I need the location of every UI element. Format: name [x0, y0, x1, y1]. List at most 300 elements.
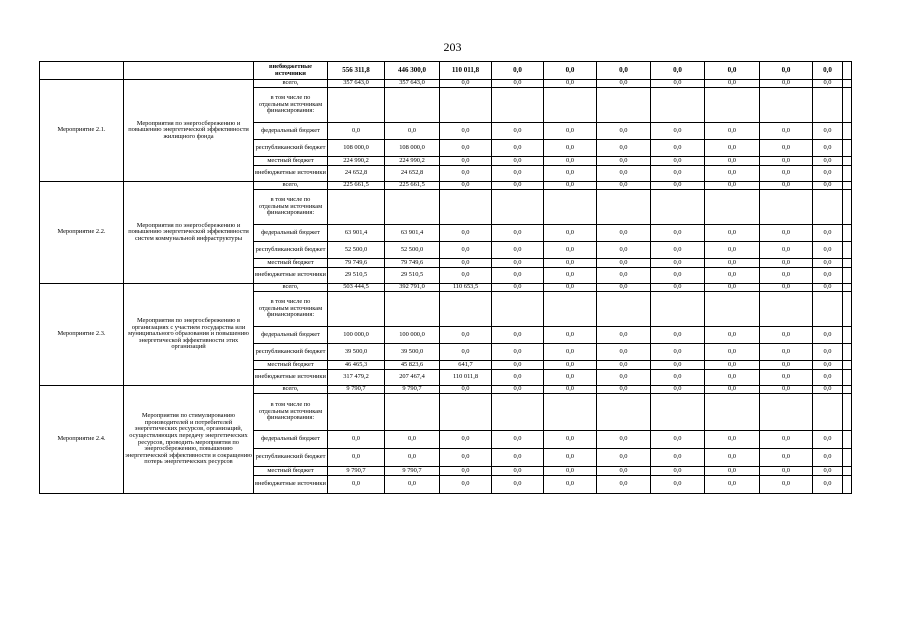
value-cell: 0,0 — [651, 431, 705, 449]
source-cell: внебюджетные источники — [254, 268, 328, 284]
value-cell: 0,0 — [544, 259, 597, 268]
value-cell — [440, 394, 492, 431]
value-cell: 0,0 — [651, 344, 705, 361]
empty-cell — [124, 62, 254, 80]
value-cell: 0,0 — [760, 370, 813, 386]
value-cell: 0,0 — [813, 431, 843, 449]
value-cell: 0,0 — [544, 476, 597, 494]
source-cell: республиканский бюджет — [254, 344, 328, 361]
empty-cell — [843, 80, 852, 88]
measure-name: Мероприятие 2.4. — [40, 386, 124, 494]
value-cell: 9 790,7 — [385, 386, 440, 394]
value-cell: 556 311,8 — [328, 62, 385, 80]
value-cell: 0,0 — [328, 431, 385, 449]
empty-cell — [843, 449, 852, 467]
value-cell — [544, 88, 597, 123]
value-cell: 0,0 — [813, 386, 843, 394]
value-cell — [492, 88, 544, 123]
empty-cell — [843, 242, 852, 259]
value-cell: 0,0 — [544, 284, 597, 292]
value-cell: 0,0 — [440, 242, 492, 259]
value-cell — [705, 292, 760, 327]
value-cell: 0,0 — [813, 344, 843, 361]
value-cell: 0,0 — [705, 80, 760, 88]
value-cell — [705, 88, 760, 123]
value-cell: 0,0 — [597, 123, 651, 140]
value-cell: 0,0 — [760, 386, 813, 394]
value-cell: 0,0 — [544, 225, 597, 242]
value-cell — [705, 190, 760, 225]
value-cell — [760, 292, 813, 327]
value-cell: 0,0 — [651, 361, 705, 370]
value-cell: 0,0 — [440, 166, 492, 182]
value-cell: 0,0 — [705, 242, 760, 259]
source-cell: местный бюджет — [254, 467, 328, 476]
empty-cell — [843, 344, 852, 361]
value-cell: 0,0 — [597, 242, 651, 259]
value-cell: 224 990,2 — [328, 157, 385, 166]
value-cell: 0,0 — [385, 449, 440, 467]
source-cell: федеральный бюджет — [254, 225, 328, 242]
value-cell: 0,0 — [328, 449, 385, 467]
value-cell: 0,0 — [760, 449, 813, 467]
table-row — [40, 80, 852, 88]
measure-description: Мероприятия по энергосбережению и повышению энергетической эффективности систем коммунальной инфраструктуры — [124, 182, 254, 284]
value-cell: 9 790,7 — [328, 467, 385, 476]
value-cell: 0,0 — [760, 268, 813, 284]
value-cell — [651, 394, 705, 431]
value-cell: 0,0 — [651, 242, 705, 259]
value-cell: 52 500,0 — [385, 242, 440, 259]
value-cell: 45 823,6 — [385, 361, 440, 370]
value-cell — [651, 88, 705, 123]
value-cell — [385, 190, 440, 225]
funding-table — [39, 61, 852, 494]
value-cell: 0,0 — [597, 467, 651, 476]
value-cell: 0,0 — [492, 327, 544, 344]
value-cell: 0,0 — [760, 361, 813, 370]
measure-description: Мероприятия по энергосбережению и повышению энергетической эффективности жилищного фонда — [124, 80, 254, 182]
value-cell — [440, 88, 492, 123]
value-cell: 0,0 — [597, 386, 651, 394]
value-cell: 0,0 — [492, 386, 544, 394]
value-cell: 0,0 — [544, 242, 597, 259]
source-cell: всего, — [254, 80, 328, 88]
value-cell: 0,0 — [651, 370, 705, 386]
value-cell: 0,0 — [705, 467, 760, 476]
value-cell — [328, 394, 385, 431]
value-cell: 46 465,3 — [328, 361, 385, 370]
value-cell: 0,0 — [760, 182, 813, 190]
value-cell: 0,0 — [760, 166, 813, 182]
value-cell — [492, 292, 544, 327]
empty-cell — [843, 467, 852, 476]
value-cell — [328, 292, 385, 327]
value-cell: 0,0 — [651, 166, 705, 182]
empty-cell — [843, 476, 852, 494]
value-cell: 317 479,2 — [328, 370, 385, 386]
value-cell: 0,0 — [597, 80, 651, 88]
value-cell: 0,0 — [705, 449, 760, 467]
value-cell: 0,0 — [492, 284, 544, 292]
value-cell: 24 652,8 — [385, 166, 440, 182]
value-cell: 0,0 — [544, 166, 597, 182]
value-cell: 0,0 — [760, 242, 813, 259]
value-cell: 0,0 — [492, 157, 544, 166]
value-cell: 108 000,0 — [385, 140, 440, 157]
value-cell: 0,0 — [705, 284, 760, 292]
value-cell: 79 749,6 — [328, 259, 385, 268]
empty-cell — [843, 157, 852, 166]
value-cell: 0,0 — [813, 361, 843, 370]
source-cell: внебюджетные источники — [254, 476, 328, 494]
value-cell: 0,0 — [651, 157, 705, 166]
value-cell: 0,0 — [760, 140, 813, 157]
value-cell: 0,0 — [705, 344, 760, 361]
value-cell: 0,0 — [544, 386, 597, 394]
value-cell: 0,0 — [544, 182, 597, 190]
value-cell: 0,0 — [597, 449, 651, 467]
empty-cell — [843, 284, 852, 292]
empty-cell — [843, 190, 852, 225]
source-cell: всего, — [254, 182, 328, 190]
value-cell: 0,0 — [492, 268, 544, 284]
value-cell: 0,0 — [651, 386, 705, 394]
value-cell: 0,0 — [651, 123, 705, 140]
value-cell: 0,0 — [651, 182, 705, 190]
empty-cell — [843, 259, 852, 268]
value-cell: 0,0 — [492, 182, 544, 190]
value-cell — [813, 292, 843, 327]
value-cell: 0,0 — [705, 140, 760, 157]
value-cell: 0,0 — [385, 476, 440, 494]
value-cell: 0,0 — [440, 123, 492, 140]
source-cell: местный бюджет — [254, 259, 328, 268]
value-cell: 79 749,6 — [385, 259, 440, 268]
value-cell: 39 500,0 — [328, 344, 385, 361]
value-cell: 0,0 — [492, 62, 544, 80]
value-cell: 0,0 — [544, 123, 597, 140]
value-cell: 0,0 — [597, 182, 651, 190]
value-cell: 0,0 — [651, 449, 705, 467]
value-cell — [760, 394, 813, 431]
value-cell — [705, 394, 760, 431]
value-cell: 0,0 — [544, 157, 597, 166]
value-cell: 0,0 — [813, 62, 843, 80]
value-cell: 0,0 — [597, 361, 651, 370]
value-cell: 0,0 — [492, 259, 544, 268]
value-cell: 446 300,0 — [385, 62, 440, 80]
value-cell: 0,0 — [705, 370, 760, 386]
value-cell: 0,0 — [597, 140, 651, 157]
value-cell: 63 901,4 — [385, 225, 440, 242]
value-cell: 0,0 — [597, 62, 651, 80]
value-cell: 0,0 — [492, 80, 544, 88]
value-cell: 0,0 — [544, 327, 597, 344]
value-cell: 9 790,7 — [328, 386, 385, 394]
source-cell: всего, — [254, 284, 328, 292]
value-cell — [813, 190, 843, 225]
empty-cell — [843, 88, 852, 123]
value-cell: 0,0 — [597, 370, 651, 386]
value-cell: 0,0 — [760, 284, 813, 292]
value-cell: 0,0 — [597, 284, 651, 292]
value-cell: 0,0 — [544, 467, 597, 476]
empty-cell — [843, 394, 852, 431]
value-cell: 0,0 — [440, 268, 492, 284]
value-cell: 0,0 — [705, 259, 760, 268]
value-cell — [385, 394, 440, 431]
value-cell: 0,0 — [813, 259, 843, 268]
value-cell — [440, 190, 492, 225]
measure-name: Мероприятие 2.3. — [40, 284, 124, 386]
table-row — [40, 182, 852, 190]
value-cell: 0,0 — [813, 166, 843, 182]
value-cell: 0,0 — [760, 80, 813, 88]
value-cell: 0,0 — [813, 268, 843, 284]
value-cell: 357 643,0 — [328, 80, 385, 88]
value-cell: 0,0 — [597, 166, 651, 182]
value-cell: 0,0 — [544, 268, 597, 284]
value-cell: 0,0 — [492, 140, 544, 157]
source-cell: республиканский бюджет — [254, 242, 328, 259]
value-cell: 0,0 — [440, 386, 492, 394]
value-cell — [385, 88, 440, 123]
value-cell: 0,0 — [544, 449, 597, 467]
value-cell: 0,0 — [492, 123, 544, 140]
value-cell: 207 467,4 — [385, 370, 440, 386]
value-cell: 24 652,8 — [328, 166, 385, 182]
table-row — [40, 62, 852, 80]
value-cell: 0,0 — [813, 449, 843, 467]
source-cell: республиканский бюджет — [254, 140, 328, 157]
source-cell: внебюджетные источники — [254, 166, 328, 182]
value-cell: 0,0 — [597, 268, 651, 284]
value-cell: 0,0 — [544, 431, 597, 449]
value-cell: 0,0 — [328, 476, 385, 494]
value-cell: 0,0 — [760, 157, 813, 166]
value-cell: 0,0 — [651, 476, 705, 494]
value-cell: 0,0 — [705, 62, 760, 80]
source-cell: республиканский бюджет — [254, 449, 328, 467]
value-cell: 0,0 — [760, 123, 813, 140]
value-cell: 0,0 — [813, 123, 843, 140]
empty-cell — [843, 361, 852, 370]
empty-cell — [843, 166, 852, 182]
value-cell: 0,0 — [760, 327, 813, 344]
value-cell: 0,0 — [544, 361, 597, 370]
value-cell: 0,0 — [597, 259, 651, 268]
value-cell: 0,0 — [705, 476, 760, 494]
value-cell: 0,0 — [440, 182, 492, 190]
value-cell: 224 990,2 — [385, 157, 440, 166]
empty-cell — [843, 386, 852, 394]
empty-cell — [843, 327, 852, 344]
value-cell: 0,0 — [492, 431, 544, 449]
source-cell: федеральный бюджет — [254, 123, 328, 140]
empty-cell — [843, 225, 852, 242]
value-cell: 0,0 — [760, 225, 813, 242]
value-cell: 0,0 — [544, 80, 597, 88]
value-cell: 392 791,0 — [385, 284, 440, 292]
value-cell: 0,0 — [760, 467, 813, 476]
value-cell: 0,0 — [651, 268, 705, 284]
value-cell: 0,0 — [544, 62, 597, 80]
source-cell: внебюджетные источники — [254, 370, 328, 386]
value-cell: 0,0 — [813, 467, 843, 476]
table-row — [40, 386, 852, 394]
value-cell: 0,0 — [813, 80, 843, 88]
value-cell — [544, 292, 597, 327]
value-cell: 100 000,0 — [385, 327, 440, 344]
value-cell: 0,0 — [440, 157, 492, 166]
value-cell — [813, 88, 843, 123]
value-cell: 357 643,0 — [385, 80, 440, 88]
value-cell: 0,0 — [651, 140, 705, 157]
value-cell: 0,0 — [597, 225, 651, 242]
value-cell: 0,0 — [544, 140, 597, 157]
value-cell: 0,0 — [705, 327, 760, 344]
value-cell: 0,0 — [651, 467, 705, 476]
value-cell: 0,0 — [492, 344, 544, 361]
value-cell — [492, 394, 544, 431]
value-cell: 110 011,8 — [440, 370, 492, 386]
value-cell: 0,0 — [813, 327, 843, 344]
value-cell: 0,0 — [544, 344, 597, 361]
value-cell: 0,0 — [705, 361, 760, 370]
value-cell: 0,0 — [597, 344, 651, 361]
value-cell: 0,0 — [813, 225, 843, 242]
value-cell: 225 661,5 — [328, 182, 385, 190]
value-cell — [597, 88, 651, 123]
value-cell: 0,0 — [705, 182, 760, 190]
measure-description: Мероприятия по энергосбережению в организациях с участием государства или муниципального образования и повышению энергетической эффективности этих организаций — [124, 284, 254, 386]
value-cell: 0,0 — [440, 467, 492, 476]
value-cell: 0,0 — [813, 182, 843, 190]
source-cell: в том числе по отдельным источникам финансирования: — [254, 88, 328, 123]
value-cell: 0,0 — [440, 344, 492, 361]
value-cell: 0,0 — [813, 242, 843, 259]
value-cell: 0,0 — [440, 449, 492, 467]
value-cell: 0,0 — [440, 476, 492, 494]
value-cell: 503 444,5 — [328, 284, 385, 292]
value-cell: 9 790,7 — [385, 467, 440, 476]
value-cell: 0,0 — [651, 284, 705, 292]
value-cell — [651, 190, 705, 225]
measure-name: Мероприятие 2.2. — [40, 182, 124, 284]
value-cell — [760, 88, 813, 123]
value-cell: 0,0 — [813, 370, 843, 386]
value-cell: 0,0 — [705, 123, 760, 140]
value-cell — [440, 292, 492, 327]
value-cell — [597, 394, 651, 431]
source-cell: федеральный бюджет — [254, 327, 328, 344]
page-number: 203 — [443, 40, 462, 54]
value-cell: 110 653,5 — [440, 284, 492, 292]
source-cell: внебюджетные источники — [254, 62, 328, 80]
value-cell — [544, 190, 597, 225]
table-row — [40, 284, 852, 292]
value-cell: 0,0 — [440, 80, 492, 88]
empty-cell — [843, 182, 852, 190]
empty-cell — [843, 431, 852, 449]
empty-cell — [843, 62, 852, 80]
value-cell: 0,0 — [651, 259, 705, 268]
value-cell: 0,0 — [492, 370, 544, 386]
value-cell: 0,0 — [705, 166, 760, 182]
value-cell: 0,0 — [651, 80, 705, 88]
value-cell: 0,0 — [385, 431, 440, 449]
value-cell: 0,0 — [813, 157, 843, 166]
value-cell — [328, 88, 385, 123]
empty-cell — [843, 123, 852, 140]
value-cell: 641,7 — [440, 361, 492, 370]
value-cell: 0,0 — [760, 344, 813, 361]
value-cell: 0,0 — [492, 467, 544, 476]
value-cell: 0,0 — [651, 225, 705, 242]
value-cell: 0,0 — [705, 268, 760, 284]
measure-description: Мероприятия по стимулированию производителей и потребителей энергетических ресурсов, организаций, осуществляющих передачу энергетических ресурсов, проводить мероприятия по энергосбережению, повышению энергетической эффективности и сокращению потерь энергетических ресурсов — [124, 386, 254, 494]
value-cell — [544, 394, 597, 431]
empty-cell — [843, 268, 852, 284]
value-cell — [492, 190, 544, 225]
value-cell: 0,0 — [705, 225, 760, 242]
empty-cell — [843, 140, 852, 157]
value-cell: 0,0 — [385, 123, 440, 140]
value-cell: 108 000,0 — [328, 140, 385, 157]
value-cell: 0,0 — [440, 327, 492, 344]
value-cell: 0,0 — [705, 386, 760, 394]
value-cell: 29 510,5 — [385, 268, 440, 284]
value-cell: 0,0 — [328, 123, 385, 140]
value-cell — [328, 190, 385, 225]
value-cell: 0,0 — [705, 431, 760, 449]
empty-cell — [40, 62, 124, 80]
empty-cell — [843, 370, 852, 386]
value-cell: 0,0 — [440, 259, 492, 268]
value-cell: 39 500,0 — [385, 344, 440, 361]
value-cell: 0,0 — [597, 327, 651, 344]
value-cell: 0,0 — [597, 157, 651, 166]
value-cell: 0,0 — [597, 476, 651, 494]
value-cell: 29 510,5 — [328, 268, 385, 284]
source-cell: в том числе по отдельным источникам финансирования: — [254, 292, 328, 327]
value-cell — [597, 190, 651, 225]
value-cell: 0,0 — [544, 370, 597, 386]
value-cell: 0,0 — [813, 284, 843, 292]
source-cell: федеральный бюджет — [254, 431, 328, 449]
value-cell: 0,0 — [492, 225, 544, 242]
value-cell: 0,0 — [440, 431, 492, 449]
value-cell: 0,0 — [440, 225, 492, 242]
value-cell: 0,0 — [492, 449, 544, 467]
value-cell — [760, 190, 813, 225]
measure-name: Мероприятие 2.1. — [40, 80, 124, 182]
value-cell — [813, 394, 843, 431]
value-cell: 100 000,0 — [328, 327, 385, 344]
value-cell: 63 901,4 — [328, 225, 385, 242]
source-cell: местный бюджет — [254, 361, 328, 370]
value-cell: 52 500,0 — [328, 242, 385, 259]
value-cell: 0,0 — [760, 62, 813, 80]
value-cell: 225 661,5 — [385, 182, 440, 190]
value-cell: 0,0 — [760, 476, 813, 494]
value-cell — [385, 292, 440, 327]
source-cell: всего, — [254, 386, 328, 394]
value-cell: 0,0 — [813, 476, 843, 494]
empty-cell — [843, 292, 852, 327]
value-cell — [651, 292, 705, 327]
